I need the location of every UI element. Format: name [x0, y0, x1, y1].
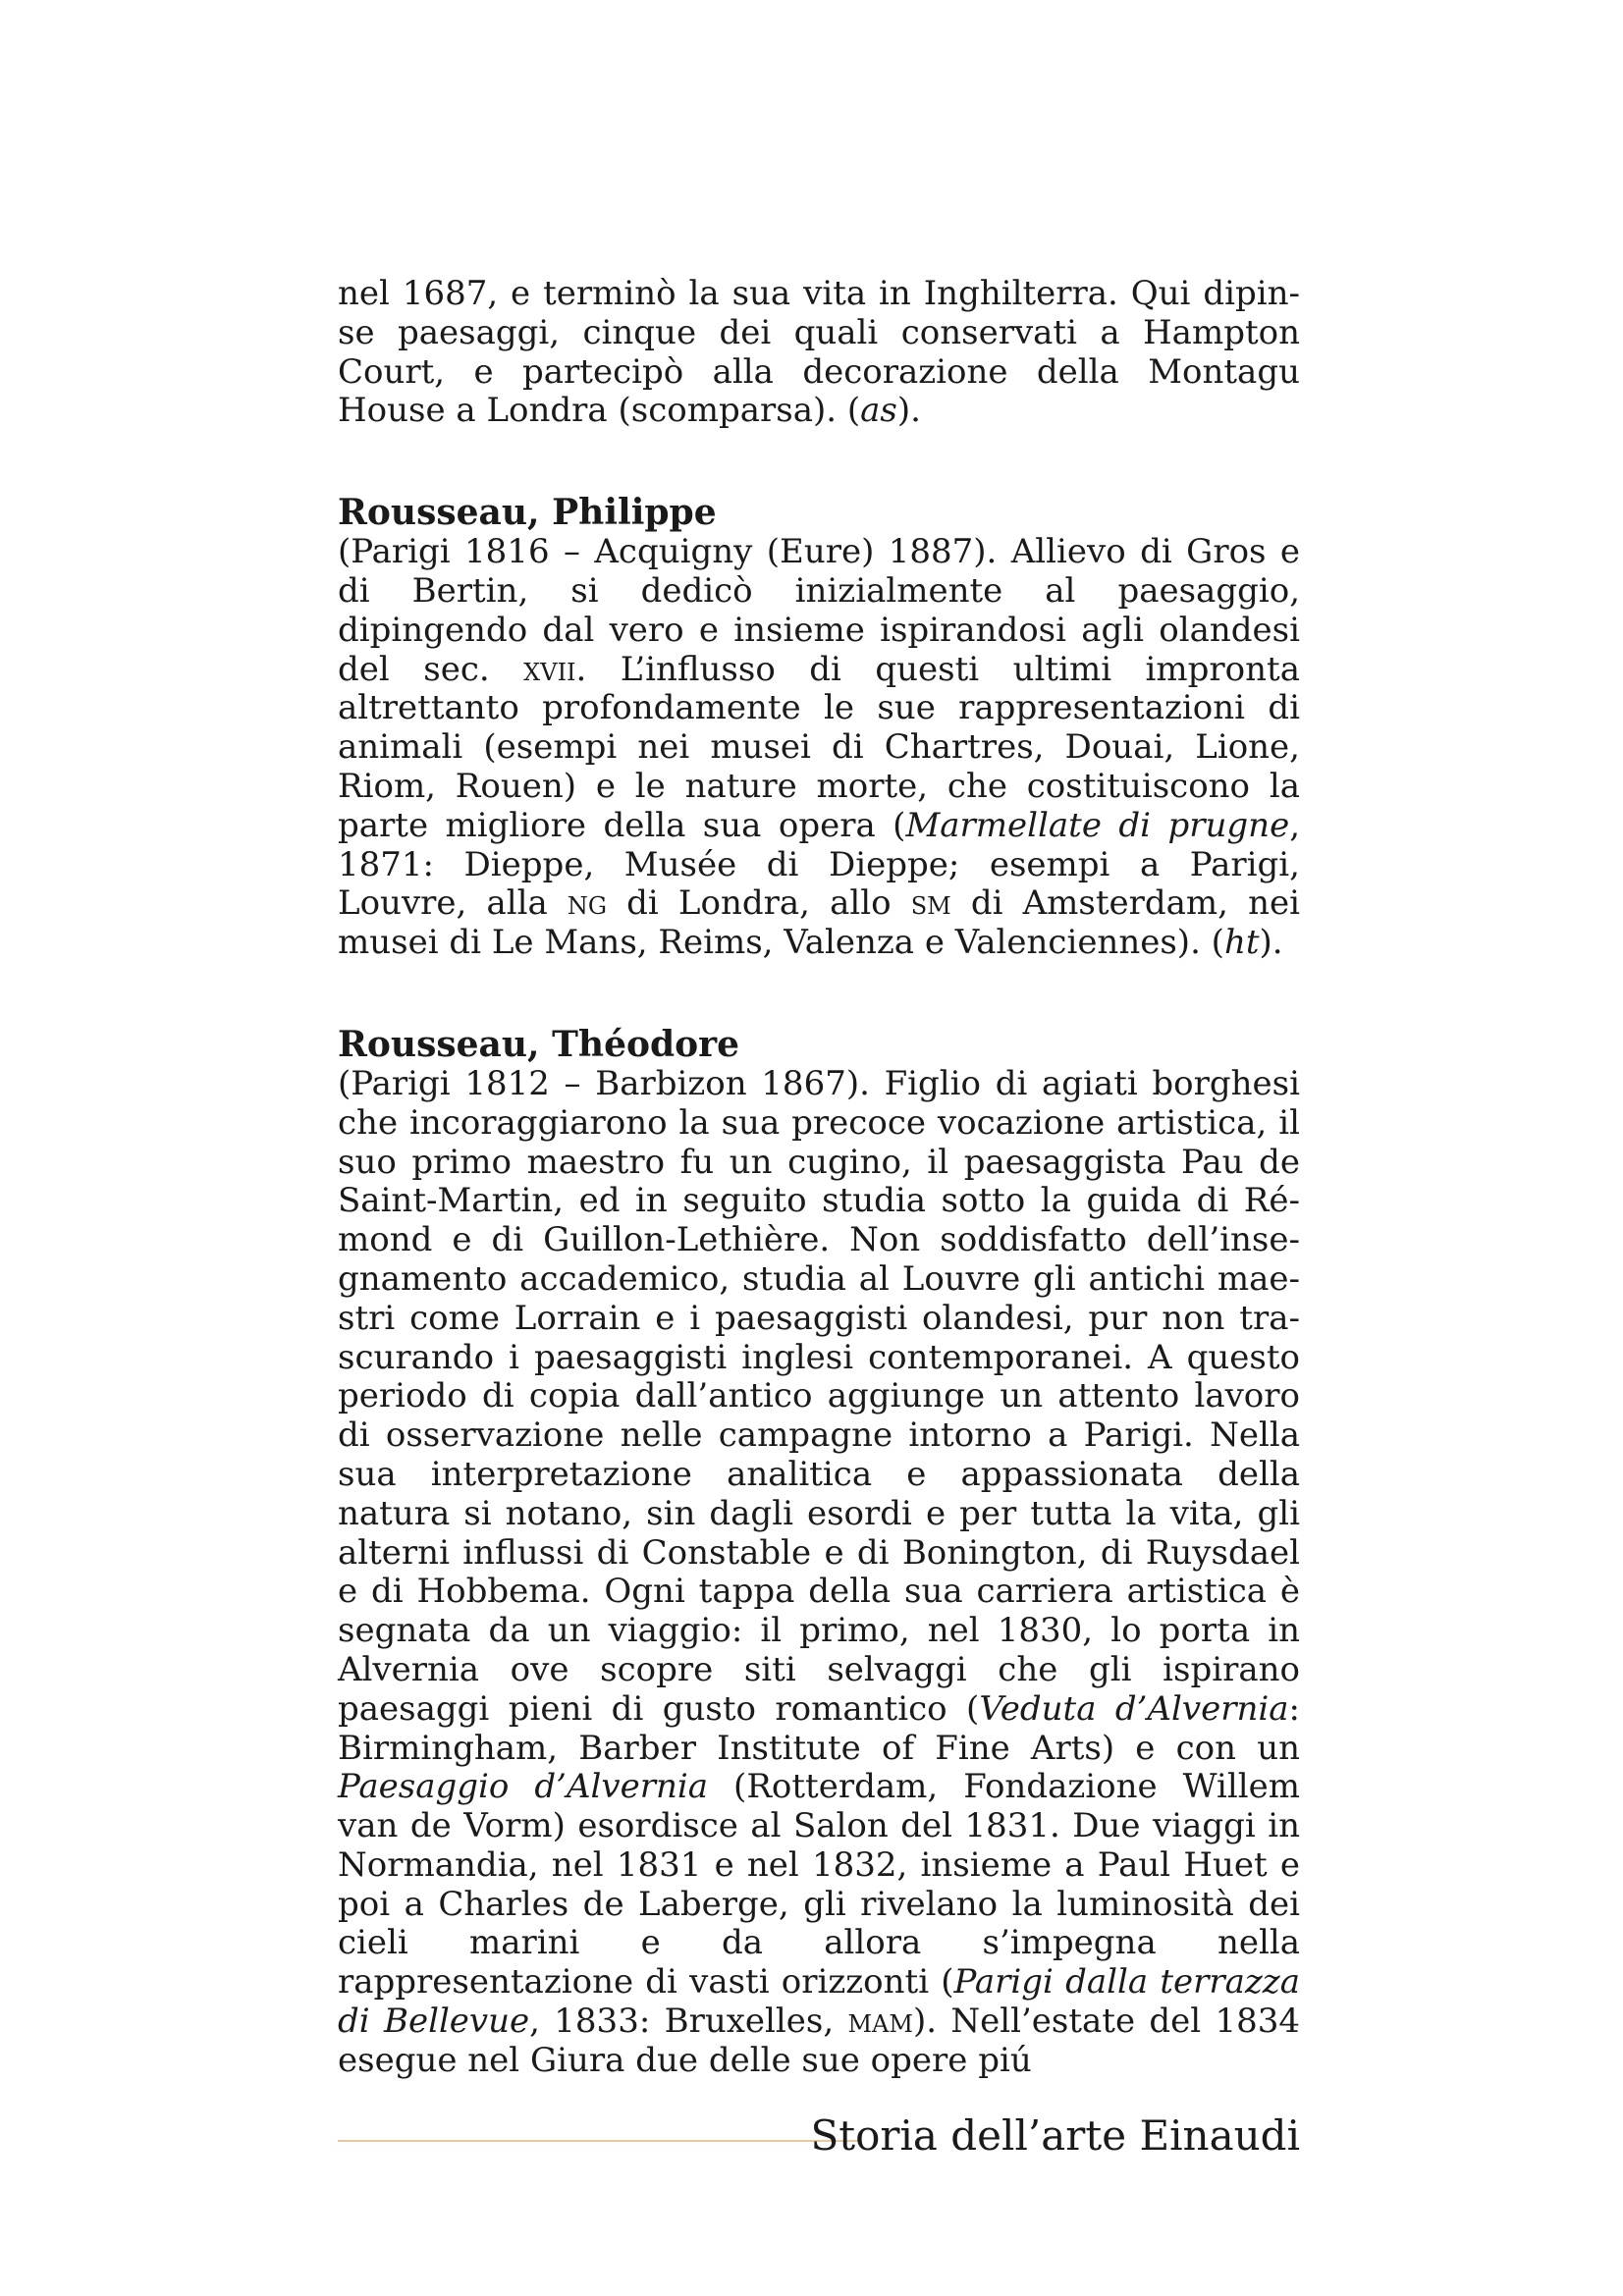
body-text: (Parigi 1816 – Acquigny (Eure) 1887). Allievo di Gros e di Bertin, si dedicò inizialmente al paesaggio, dipingendo dal vero e insieme ispirandosi agli olandesi del sec.	[338, 532, 1300, 689]
entry-philippe-rousseau	[338, 492, 1300, 963]
century-smallcaps: xvii	[523, 649, 576, 689]
body-text: di Londra, allo	[607, 883, 911, 924]
artwork-title: Paesaggio d’Alvernia	[338, 1767, 709, 1807]
body-text: (Parigi 1812 – Barbizon 1867). Figlio di agiati borghesi che incoraggiarono la sua precoce vocazione artistica, il suo primo maestro fu un cugino, il paesaggista Pau de Saint-Martin, ed in seguito studia sotto la guida di Rémond e di Guillon-Lethière. Non soddisfatto dell’insegnamento accademico, studia al Louvre gli antichi maestri come Lorrain e i paesaggisti olandesi, pur non trascurando i paesaggisti inglesi contemporanei. A questo periodo di copia dall’antico aggiunge un attento lavoro di osservazione nelle campagne intorno a Parigi. Nella sua interpretazione analitica e appassionata della natura si notano, sin dagli esordi e per tutta la vita, gli alterni influssi di Constable e di Bonington, di Ruysdael e di Hobbema. Ogni tappa della sua carriera artistica è segnata da un viaggio: il primo, nel 1830, lo porta in Alvernia ove scopre siti selvaggi che gli ispirano paesaggi pieni di gusto romantico (	[338, 1063, 1300, 1729]
abbreviation-sm: sm	[910, 883, 951, 924]
intro-paragraph: nel 1687, e terminò la sua vita in Inghilterra. Qui dipinse paesaggi, cinque dei quali conservati a Hampton Court, e partecipò alla decorazione della Montagu House a Londra (scomparsa). (as).	[338, 274, 1300, 431]
entry-body	[338, 1065, 1300, 2081]
entry-title: Rousseau, Théodore	[338, 1023, 740, 1065]
body-text: , 1833: Bruxelles,	[529, 2002, 848, 2042]
body-text: di Amsterdam, nei musei di Le Mans, Reims, Valenza e Valenciennes).	[338, 883, 1300, 963]
abbreviation-mam: mam	[847, 2002, 913, 2042]
artwork-title: Veduta d’Alvernia	[979, 1688, 1289, 1729]
spacer	[338, 431, 1300, 492]
entry-theodore-rousseau	[338, 1024, 1300, 2081]
spacer	[338, 963, 1300, 1024]
intro-text: nel 1687, e terminò la sua vita in Inghilterra. Qui dipinse paesaggi, cinque dei quali conservati a Hampton Court, e partecipò alla decorazione della Montagu House a Londra (scomparsa).	[338, 274, 1300, 431]
body-text: ). Nell’estate del 1834 esegue nel Giura due delle sue opere piú	[338, 2002, 1300, 2080]
body-text: (Rotterdam, Fondazione Willem van de Vorm) esordisce al Salon del 1831. Due viaggi in Normandia, nel 1831 e nel 1832, insieme a Paul Huet e poi a Charles de Laberge, gli rivelano la luminosità dei cieli marini e da allora s’impegna nella rappresentazione di vasti orizzonti (	[338, 1767, 1301, 2002]
author-initials: ht	[1223, 923, 1260, 963]
artwork-title: Marmellate di prugne	[905, 805, 1290, 845]
footer-divider	[338, 2140, 858, 2142]
entry-title: Rousseau, Philippe	[338, 492, 717, 534]
body-text: , 1871: Dieppe, Musée di Dieppe; esempi a Parigi, Louvre, alla	[338, 805, 1300, 924]
page-content	[338, 275, 1300, 2081]
author-initials: as	[860, 391, 897, 431]
entry-body: (Parigi 1816 – Acquigny (Eure) 1887). Allievo di Gros e di Bertin, si dedicò inizialmente al paesaggio, dipingendo dal vero e insieme ispirandosi agli olandesi del sec. xvii. L’influsso di questi ultimi impronta altrettanto profondamente le sue rappresentazioni di animali (esempi nei musei di Chartres, Douai, Lione, Riom, Rouen) e le nature morte, che costituiscono la parte migliore della sua opera (Marmellate di prugne, 1871: Dieppe, Musée di Dieppe; esempi a Parigi, Louvre, alla ng di Londra, allo sm di Amsterdam, nei musei di Le Mans, Reims, Valenza e Valenciennes). (ht).	[338, 532, 1300, 963]
artwork-title: Parigi dalla terrazza di Bellevue	[338, 1962, 1300, 2042]
page-footer	[338, 2109, 1300, 2167]
abbreviation-ng: ng	[567, 883, 608, 924]
body-text: . L’influsso di questi ultimi impronta altrettanto profondamente le sue rappresentazioni di animali (esempi nei musei di Chartres, Douai, Lione, Riom, Rouen) e le nature morte, che costituiscono la parte migliore della sua opera (	[338, 649, 1300, 845]
footer-publication-title: Storia dell’arte Einaudi	[810, 2111, 1300, 2160]
body-text: : Birmingham, Barber Institute of Fine Arts) e con un	[338, 1688, 1300, 1768]
